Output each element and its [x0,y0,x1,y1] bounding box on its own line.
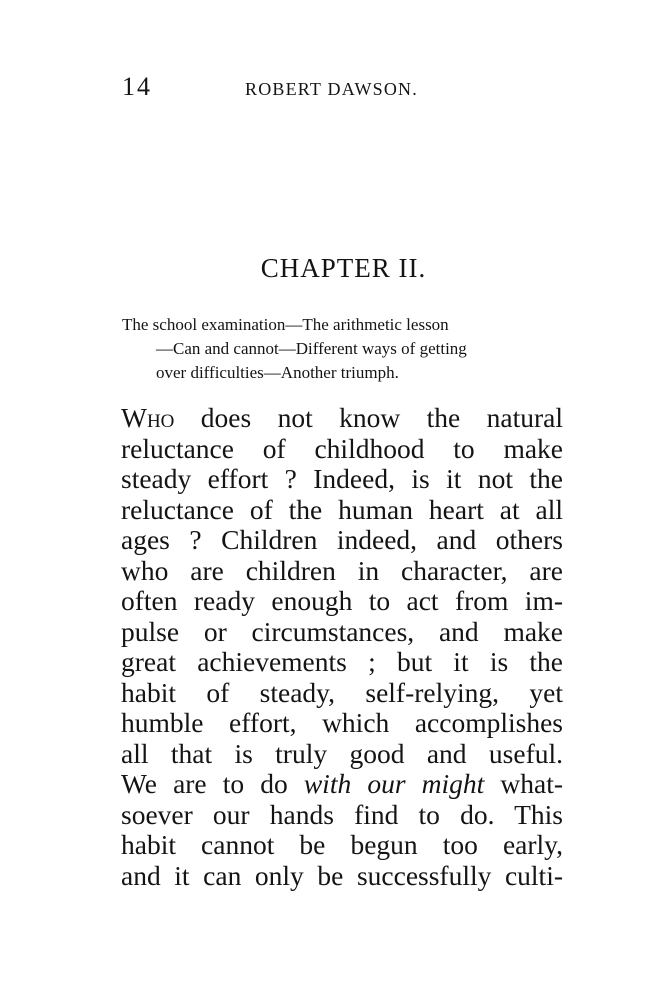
text-line: reluctance of childhood to make [121,432,563,464]
page-number: 14 [122,72,152,101]
text-line: all that is truly good and useful. [121,737,563,769]
text-line: and it can only be successfully culti- [121,859,563,891]
running-title: ROBERT DAWSON. [245,79,418,99]
text-line: great achievements ; but it is the [121,646,563,677]
summary-line: The school examination—The arithmetic lesson [122,315,449,334]
text-line [121,769,563,800]
text-line: habit of steady, self-relying, yet [121,676,563,708]
text-line: humble effort, which accomplishes [121,707,563,738]
line-segment: We are to do [121,768,304,799]
text-line: often ready enough to act from im- [121,585,563,616]
text-line: ages ? Children indeed, and others [121,524,563,555]
text-line: habit cannot be begun too early, [121,829,563,860]
summary-line: —Can and cannot—Different ways of getting [156,339,467,358]
text-line [121,403,563,434]
body-paragraph [121,403,563,891]
text-line: steady effort ? Indeed, is it not the [121,463,563,494]
opening-word: Who [121,402,175,433]
text-line: soever our hands find to do. This [121,798,563,830]
first-line-rest: does not know the natural [174,402,563,433]
line-segment: what- [484,768,563,799]
running-head [118,72,448,106]
text-line: pulse or circumstances, and make [121,615,563,647]
text-line: who are children in character, are [121,554,563,586]
text-line: reluctance of the human heart at all [121,493,563,525]
chapter-summary [122,313,542,385]
italic-phrase: with our might [303,768,485,799]
summary-line: over difficulties—Another triumph. [156,363,399,382]
chapter-heading: CHAPTER II. [260,253,427,283]
